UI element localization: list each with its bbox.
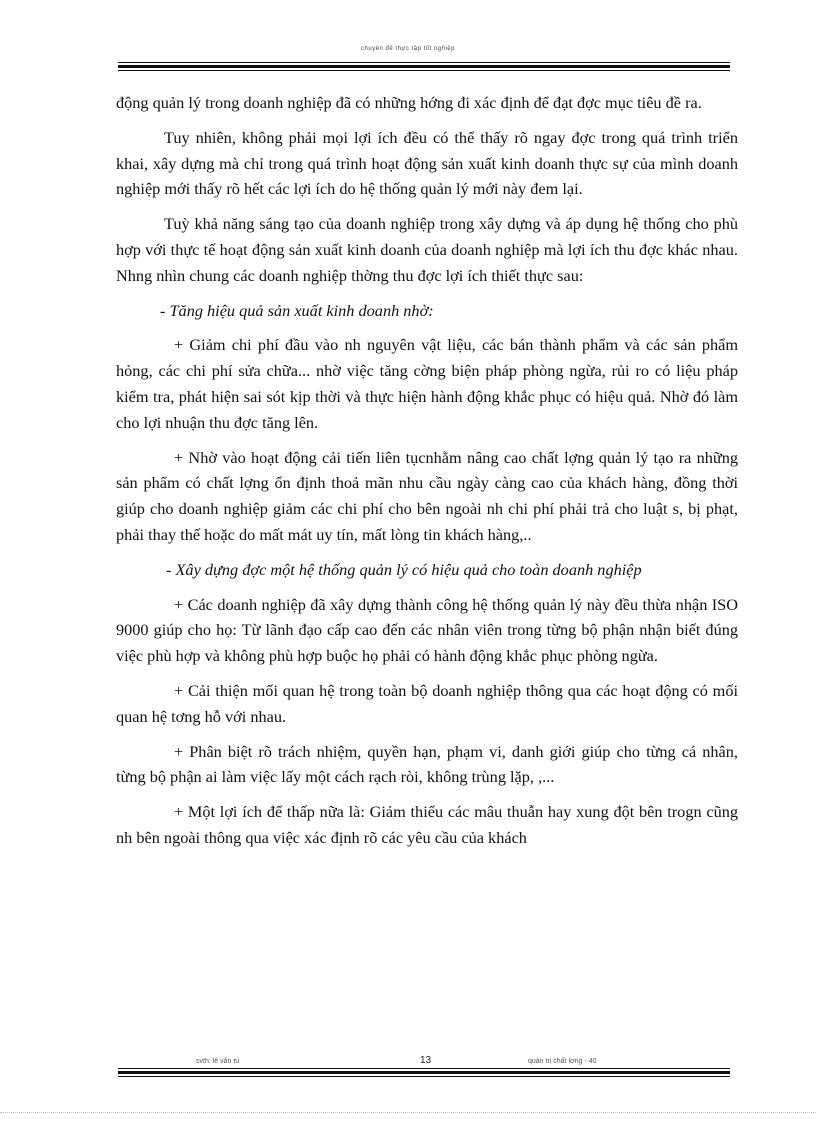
section-heading: - Xây dựng đợc một hệ thống quản lý có hiệu quả cho toàn doanh nghiệp — [166, 559, 642, 579]
paragraph: + Phân biệt rõ trách nhiệm, quyền hạn, phạm vi, danh giới giúp cho từng cá nhân, từng bộ phận ai làm việc lấy một cách rạch ròi, không trùng lặp, ,... — [116, 741, 738, 787]
paragraph: + Nhờ vào hoạt động cải tiến liên tụcnhằm nâng cao chất lợng quản lý tạo ra những sản phẩm có chất lợng ổn định thoả mãn nhu cầu ngày càng cao của khách hàng, đồng thời giúp cho doanh nghiệp giảm các chi phí cho bên ngoài nh chi phí phải trả cho luật s, bị phạt, phải thay thế hoặc do mất mát uy tín, mất lòng tin khách hàng,.. — [116, 447, 738, 544]
header-rule-thin — [118, 62, 730, 63]
footer-course: quản trị chất lợng - 40 — [528, 1058, 597, 1065]
paragraph: Tuỳ khả năng sáng tạo của doanh nghiệp trong xây dựng và áp dụng hệ thống cho phù hợp với thực tế hoạt động sản xuất kinh doanh của doanh nghiệp mà lợi ích thu đợc khác nhau. Nhng nhìn chung các doanh nghiệp thờng thu đợc lợi ích thiết thực sau: — [116, 214, 738, 285]
footer-rule-thin-2 — [118, 1076, 730, 1077]
paragraph: + Cải thiện mối quan hệ trong toàn bộ doanh nghiệp thông qua các hoạt động có mối quan hệ tơng hỗ với nhau. — [116, 680, 738, 726]
page-edge — [0, 1112, 816, 1113]
header-rule-thick — [118, 65, 730, 68]
paragraph: + Các doanh nghiệp đã xây dựng thành công hệ thống quản lý này đều thừa nhận ISO 9000 giúp cho họ: Từ lãnh đạo cấp cao đến các nhân viên trong từng bộ phận nhận biết đúng việc phù hợp và không phù hợp buộc họ phải có hành động khắc phục phòng ngừa. — [116, 594, 738, 666]
paragraph: + Một lợi ích để thấp nữa là: Giảm thiểu các mâu thuẫn hay xung đột bên trogn cũng nh bên ngoài thông qua việc xác định rõ các yêu cầu của khách — [116, 802, 738, 847]
footer-rule-thick — [118, 1071, 730, 1074]
paragraph: + Giảm chi phí đầu vào nh nguyên vật liệu, các bán thành phẩm và các sản phẩm hỏng, các chi phí sửa chữa... nhờ việc tăng cờng biện pháp phòng ngừa, rủi ro có liệu pháp kiểm tra, phát hiện sai sót kịp thời và thực hiện hành động khắc phục có hiệu quả. Nhờ đó làm cho lợi nhuận thu đợc tăng lên. — [116, 335, 738, 432]
running-header: chuyên đề thực tập tốt nghiệp — [361, 46, 455, 52]
paragraph: Tuy nhiên, không phải mọi lợi ích đều có thể thấy rõ ngay đợc trong quá trình triển khai, xây dựng mà chỉ trong quá trình hoạt động sản xuất kinh doanh thực sự của mình doanh nghiệp mới thấy rõ hết các lợi ích do hệ thống quản lý mới này đem lại. — [116, 127, 738, 199]
footer-author: svth: lê văn tú — [196, 1058, 240, 1065]
body-text — [116, 90, 738, 860]
footer-rule-thin — [118, 1068, 730, 1069]
page-number: 13 — [420, 1055, 432, 1066]
header-rule-thin-2 — [118, 70, 730, 71]
paragraph: động quản lý trong doanh nghiệp đã có những hớng đi xác định để đạt đợc mục tiêu đề ra. — [116, 93, 702, 112]
section-heading: - Tăng hiệu quả sản xuất kinh doanh nhờ: — [160, 300, 434, 320]
